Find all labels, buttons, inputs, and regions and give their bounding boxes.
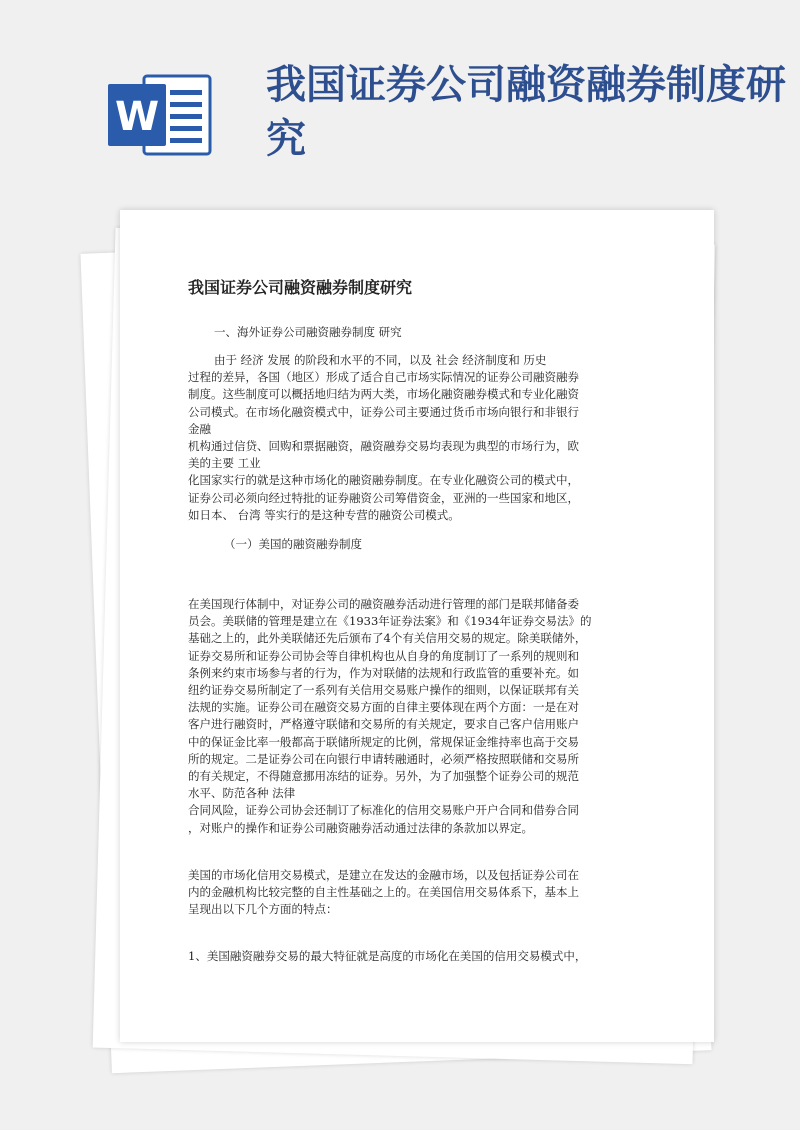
paragraph-line: 由于 经济 发展 的阶段和水平的不同，以及 社会 经济制度和 历史 <box>214 353 547 367</box>
paragraph-line: 化国家实行的就是这种市场化的融资融券制度。在专业化融资公司的模式中， <box>188 473 579 488</box>
paragraph-line: 纽约证券交易所制定了一系列有关信用交易账户操作的细则，以保证联邦有关 <box>188 683 579 698</box>
paragraph-line: 客户进行融资时，严格遵守联储和交易所的有关规定，要求自己客户信用账户 <box>188 717 579 732</box>
paragraph-line: 合同风险，证券公司协会还制订了标准化的信用交易账户开户合同和借券合同 <box>188 803 579 818</box>
paragraph-line: 条例来约束市场参与者的行为，作为对联储的法规和行政监管的重要补充。如 <box>188 665 579 680</box>
paragraph-line: 机构通过信贷、回购和票据融资，融资融券交易均表现为典型的市场行为，欧 <box>188 439 579 454</box>
paragraph-line: 金融 <box>188 421 211 436</box>
paragraph-line: 的有关规定，不得随意挪用冻结的证券。另外，为了加强整个证券公司的规范 <box>188 769 579 784</box>
page-header <box>0 0 800 200</box>
document-title: 我国证券公司融资融券制度研究 <box>188 278 413 297</box>
paragraph-line: 中的保证金比率一般都高于联储所规定的比例，常规保证金维持率也高于交易 <box>188 734 579 749</box>
paragraph-line: 在美国现行体制中，对证券公司的融资融券活动进行管理的部门是联邦储备委 <box>188 597 579 612</box>
paragraph-line: 公司模式。在市场化融资模式中，证券公司主要通过货币市场向银行和非银行 <box>188 404 579 419</box>
header-title: 我国证券公司融资融券制度研究 <box>266 62 786 162</box>
paragraph-line: 美的主要 工业 <box>188 456 261 471</box>
paragraph-line: 证券交易所和证券公司协会等自律机构也从自身的角度制订了一系列的规则和 <box>188 648 579 663</box>
subsection-heading: （一）美国的融资融券制度 <box>224 537 362 552</box>
paragraph-line: 美国的市场化信用交易模式，是建立在发达的金融市场，以及包括证券公司在 <box>188 867 579 882</box>
paragraph-line: 基础之上的，此外美联储还先后颁布了4个有关信用交易的规定。除美联储外， <box>188 631 587 646</box>
paragraph-line: 呈现出以下几个方面的特点： <box>188 902 338 917</box>
document-content <box>188 276 640 966</box>
paragraph-us-model <box>188 867 640 919</box>
paragraph-line: 如日本、 台湾 等实行的是这种专营的融资公司模式。 <box>188 507 460 522</box>
paragraph-overview <box>188 352 640 524</box>
paragraph-line: 所的规定。二是证券公司在向银行申请转融通时，必须严格按照联储和交易所 <box>188 751 579 766</box>
paragraph-line: 水平、防范各种 法律 <box>188 786 296 801</box>
paragraph-line: 1、美国融资融券交易的最大特征就是高度的市场化在美国的信用交易模式中， <box>188 949 587 964</box>
paragraph-line: ，对账户的操作和证券公司融资融券活动通过法律的条款加以界定。 <box>188 820 533 835</box>
paragraph-line: 内的金融机构比较完整的自主性基础之上的。在美国信用交易体系下，基本上 <box>188 885 579 900</box>
paragraph-line: 证券公司必须向经过特批的证券融资公司筹借资金，亚洲的一些国家和地区， <box>188 490 579 505</box>
paragraph-us-regulation <box>188 596 640 837</box>
paragraph-line: 过程的差异，各国（地区）形成了适合自己市场实际情况的证券公司融资融券 <box>188 370 579 385</box>
word-document-icon <box>108 72 218 158</box>
paragraph-line: 制度。这些制度可以概括地归结为两大类，市场化融资融券模式和专业化融资 <box>188 387 579 402</box>
paragraph-us-feature-1 <box>188 948 640 965</box>
paragraph-line: 法规的实施。证券公司在融资交易方面的自律主要体现在两个方面：一是在对 <box>188 700 579 715</box>
paragraph-line: 员会。美联储的管理是建立在《1933年证券法案》和《1934年证券交易法》的 <box>188 614 592 629</box>
section-heading: 一、海外证券公司融资融券制度 研究 <box>214 325 402 339</box>
word-icon-letter: W <box>114 94 160 140</box>
